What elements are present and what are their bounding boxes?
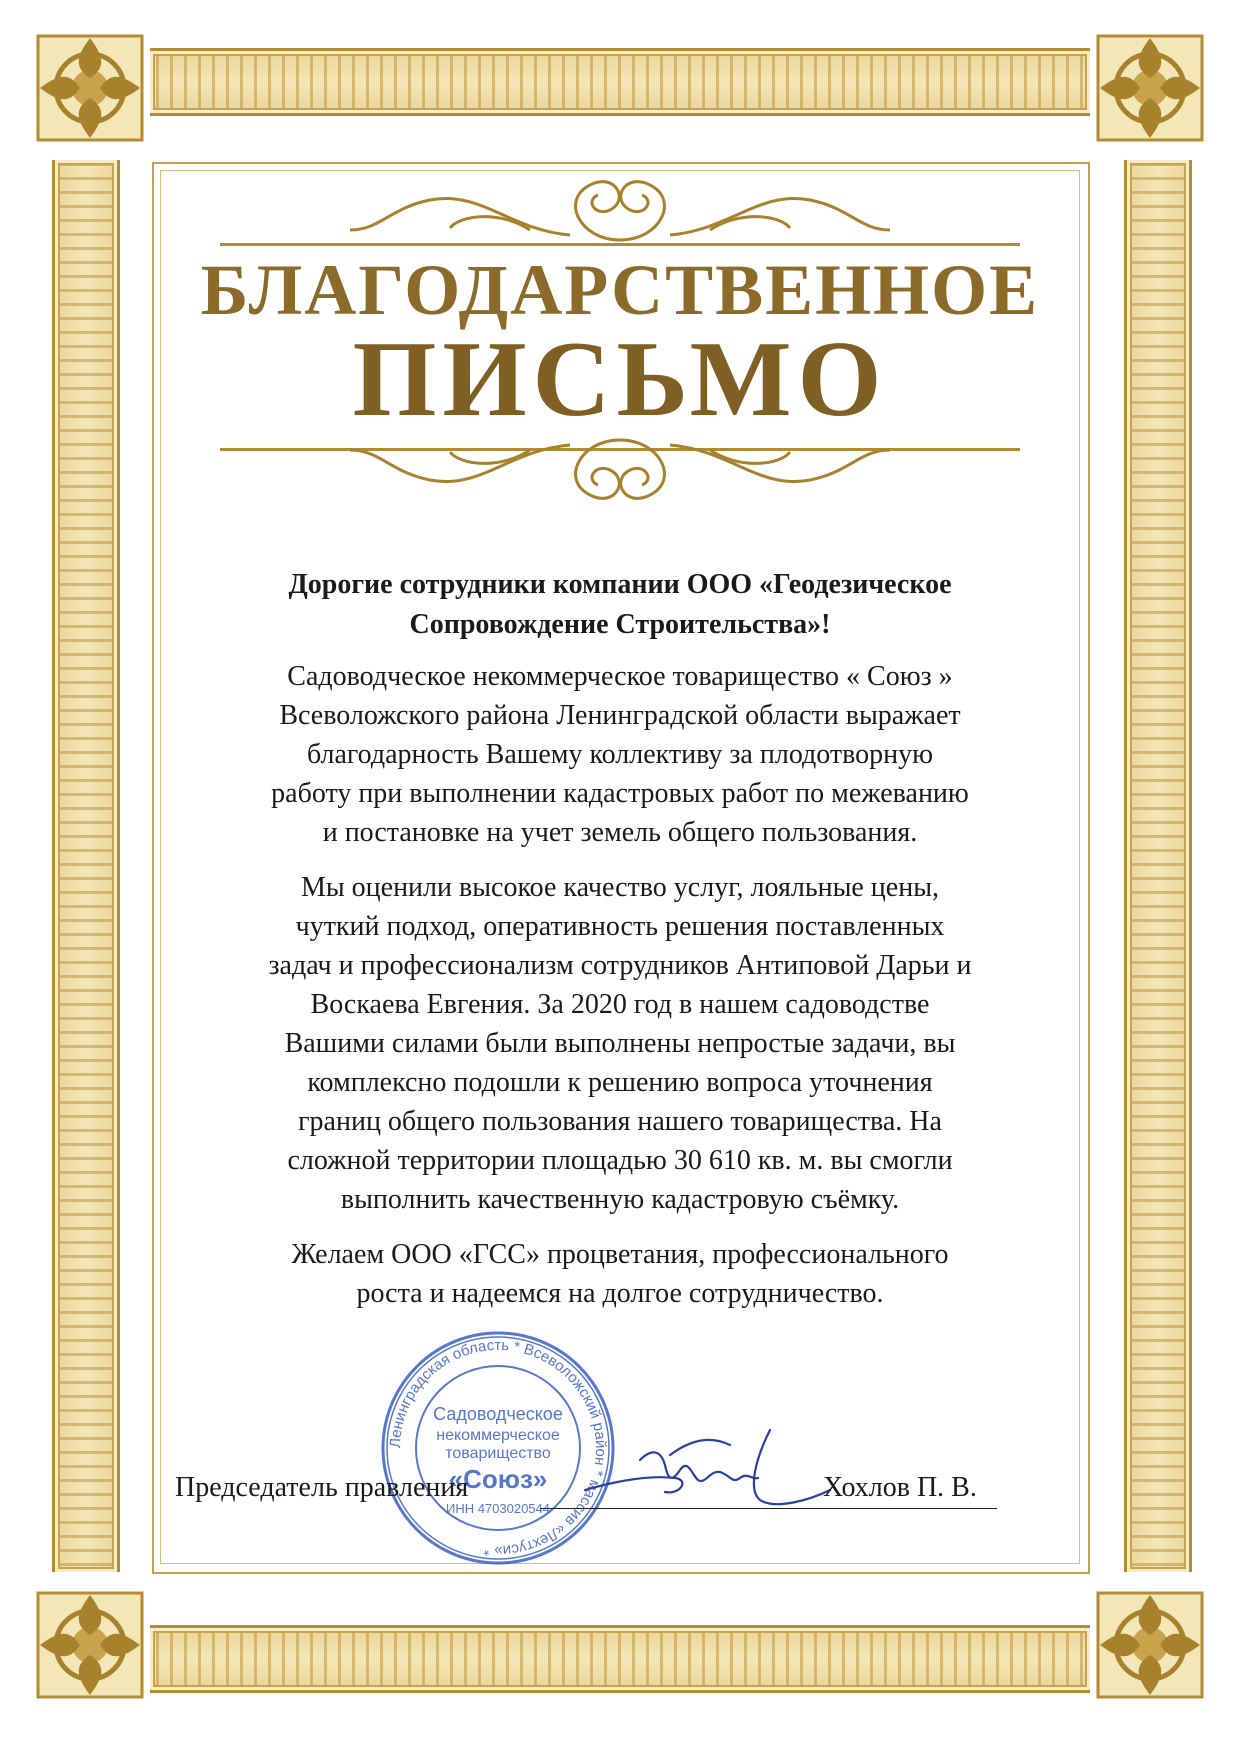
border-bottom-band xyxy=(150,1625,1090,1693)
text-line: работу при выполнении кадастровых работ по межеванию xyxy=(271,778,969,809)
corner-ornament-icon xyxy=(30,1585,150,1705)
flourish-top-icon xyxy=(330,160,910,250)
salutation-line: Сопровождение Строительства»! xyxy=(409,609,831,640)
title-line-2: ПИСЬМО xyxy=(352,320,888,439)
signature-row xyxy=(175,1472,1075,1522)
text-line: Всеволожского района Ленинградской области выражает xyxy=(279,700,961,731)
text-line: Садоводческое некоммерческое товарищество « Союз » xyxy=(287,661,953,692)
stamp-inner-line: товарищество xyxy=(445,1445,551,1462)
signatory-position: Председатель правления xyxy=(175,1472,469,1503)
text-line: Воскаева Евгения. За 2020 год в нашем садоводстве xyxy=(310,989,930,1020)
text-line: границ общего пользования нашего товарищества. На xyxy=(298,1106,942,1137)
stamp-inner-line: некоммерческое xyxy=(436,1427,560,1444)
text-line: Желаем ООО «ГСС» процветания, профессионального xyxy=(291,1239,949,1270)
corner-ornament-icon xyxy=(1090,1585,1210,1705)
flourish-bottom-icon xyxy=(330,430,910,520)
text-line: задач и профессионализм сотрудников Антиповой Дарьи и xyxy=(268,950,972,981)
paragraph-wishes xyxy=(180,1235,1060,1313)
text-line: сложной территории площадью 30 610 кв. м. вы смогли xyxy=(287,1145,953,1176)
border-right-band xyxy=(1124,160,1192,1572)
border-top-band xyxy=(150,48,1090,116)
signature-line xyxy=(540,1508,997,1509)
text-line: комплексно подошли к решению вопроса уточнения xyxy=(307,1067,933,1098)
stamp-inner-line: Садоводческое xyxy=(433,1404,563,1424)
corner-ornament-icon xyxy=(1090,28,1210,148)
text-line: роста и надеемся на долгое сотрудничество. xyxy=(356,1278,884,1309)
stamp-org-name: «Союз» xyxy=(448,1464,548,1494)
paragraph-gratitude xyxy=(180,657,1060,852)
text-line: благодарность Вашему коллективу за плодотворную xyxy=(306,739,934,770)
title-line-1: БЛАГОДАРСТВЕННОЕ xyxy=(200,250,1040,330)
text-line: Вашими силами были выполнены непростые задачи, вы xyxy=(284,1028,956,1059)
letter-body xyxy=(180,565,1060,1329)
text-line: Мы оценили высокое качество услуг, лояльные цены, xyxy=(300,872,940,903)
text-line: чуткий подход, оперативность решения поставленных xyxy=(295,911,945,942)
salutation-line: Дорогие сотрудники компании ООО «Геодезическое xyxy=(288,569,952,600)
text-line: выполнить качественную кадастровую съёмку. xyxy=(340,1184,900,1215)
stamp-inn: ИНН 4703020544 xyxy=(445,1501,551,1516)
stamp-ring-text: Ленинградская область * Всеволожский район * массив «Лехтуси» * xyxy=(386,1336,610,1560)
text-line: и постановке на учет земель общего пользования. xyxy=(322,817,918,848)
salutation xyxy=(180,565,1060,645)
signatory-name: Хохлов П. В. xyxy=(823,1472,977,1503)
paragraph-evaluation xyxy=(180,868,1060,1219)
corner-ornament-icon xyxy=(30,28,150,148)
border-left-band xyxy=(52,160,120,1572)
